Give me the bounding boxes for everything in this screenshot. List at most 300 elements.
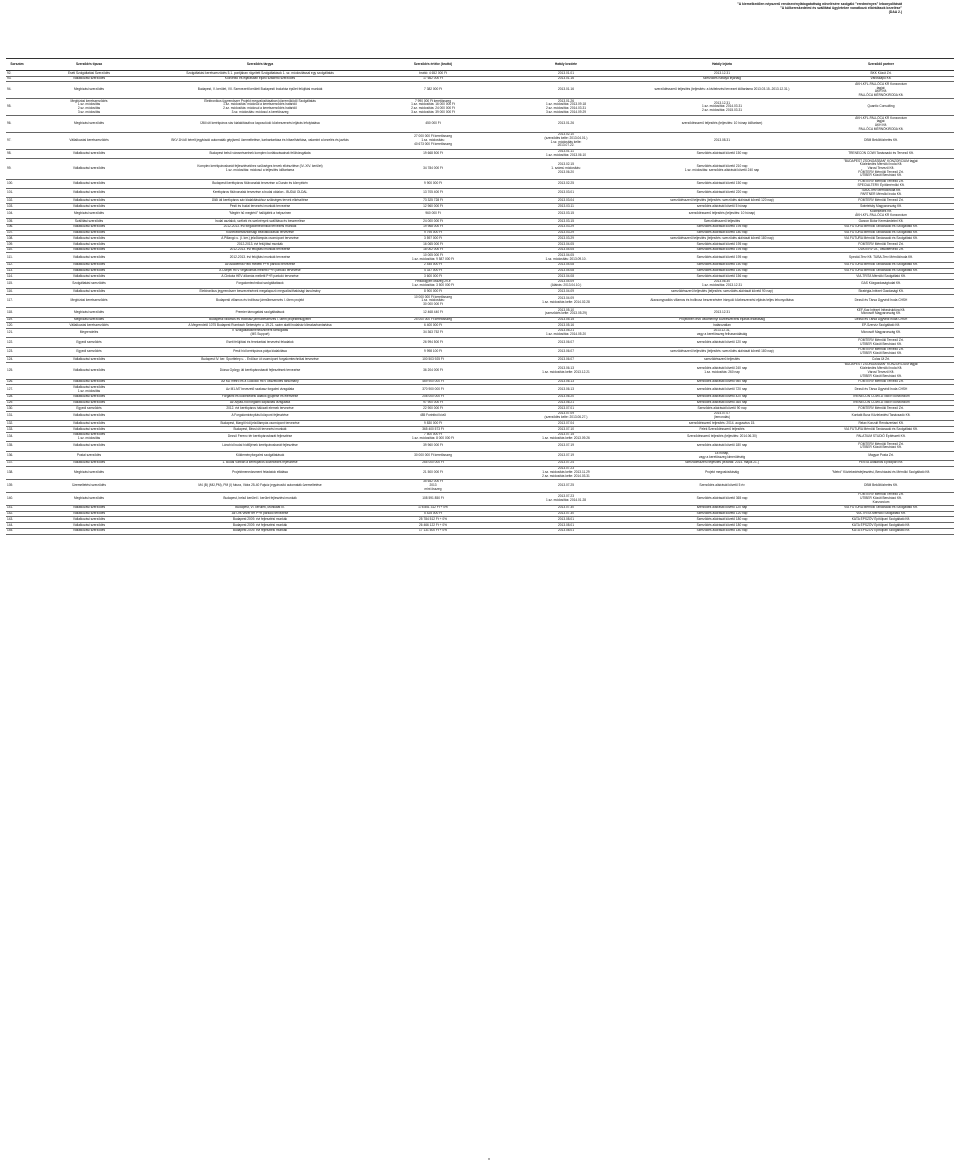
cell-end: Szerződés aláírását követő 195 nap [636,242,808,248]
cell-value: 960 000 Ft [370,209,496,218]
cell-partner: KÁTA ÉPSZÖV Építőipari Szolgáltató Kft. [808,523,954,529]
cell-end: szerződésszerű teljesítés (teljesítés: 10 hónap) [636,209,808,218]
table-row [6,82,954,99]
cell-subject: Pesti híd kerékpáros pálya kialakítása [150,347,370,356]
cell-partner: Dezső és Társa Ügyvédi Iroda CHSH [808,385,954,394]
cell-subject: Budapesti villamos és trolibusz járműbeszerzés I. ütem projekt [150,295,370,308]
cell-subject: Közlekedésbiztonsági beavatkozások tervezése [150,230,370,236]
cell-value: 100 503 925 Ft [370,357,496,363]
cell-partner: Speciál-Terv Kft. TUBA-Terv Mérnökiroda Kft. [808,253,954,262]
cell-value: 8 900 000 Ft [370,289,496,295]
cell-number: 108. [6,236,28,242]
cell-start: 2013.01.16 [496,82,636,99]
cell-start: 2013.08.01 [496,517,636,523]
cell-number: 131. [6,411,28,420]
cell-number: 114. [6,274,28,280]
cell-number: 126. [6,379,28,385]
cell-subject: 1. Budai Várban a kerékpáros közlekedés fejlesztése [150,460,370,466]
cell-start: 2013.04.08 [496,268,636,274]
header-line: (DAA 2.) [888,10,902,15]
cell-start: 2013.05.15 [496,317,636,323]
cell-start: 2013.05.10 (szerződés kelte: 2013.05.29) [496,308,636,317]
table-body [6,71,954,535]
cell-start: 2013.03.29 [496,236,636,242]
cell-type: Vállalkozási szerződés [28,224,150,230]
cell-partner: Colas Út Zrt. [808,357,954,363]
cell-partner: GAS Közgazdaságtudat Kft. [808,279,954,288]
cell-subject: Pesti és budai tervezési munkák tervezése [150,204,370,210]
cell-number: 99. [6,159,28,180]
cell-end: Szerződés aláírását követő 180 nap [636,517,808,523]
cell-partner: BKK Közút Zrt. [808,71,954,77]
cell-start: 2013.07.19 [496,451,636,460]
cell-subject: Budapest, Margit hídi jelzőlámpás csomópont tervezése [150,421,370,427]
cell-type: Üzemeltetési szerződés [28,479,150,492]
cell-subject: Szolgáltatási keretszerződés 5.1. pontjában rögzített Szolgáltatások 1. sz. módosítással egy szolgáltatás [150,71,370,77]
cell-end: szerződésszerű teljesítés (teljesítés: szerződés aláírását követő 180 nap) [636,347,808,356]
cell-partner: Kontakt Busz Közlekedési Tanácsadó Kft. [808,411,954,420]
cell-subject: Budapest belső városrészeinek komplex korlátozásainak felülvizsgálata [150,149,370,158]
cell-value: 17 131 500 Ft + 0% [370,528,496,534]
cell-type: Postai szerződés [28,451,150,460]
cell-type: Vállalkozási szerződés [28,505,150,511]
cell-partner: TRENECON COWI-UTIBER konzorcium [808,394,954,400]
cell-number: 106. [6,224,28,230]
cell-subject: A Csepel HÉV végállomás melletti P+R parkoló tervezése [150,268,370,274]
cell-value: 35 652 000 Ft 2013 mint összeg [370,479,496,492]
cell-subject: A Megrendelő 1075 Budapest Rumbach Sebestyén u. 19-21. szám alatti irodaház klímakarbantartása [150,323,370,329]
cell-type: Vállalkozási szerződés [28,411,150,420]
cell-start: 2013.04.05 [496,242,636,248]
cell-start: 2013.05.21 1.sz. módosítás: 2014.05.20 [496,328,636,337]
cell-value: 7 382 000 Ft [370,82,496,99]
cell-start: 2013.07.23 1.sz. módosítás: 2014.01.28 [496,492,636,505]
cell-number: 141. [6,505,28,511]
cell-value: 6 400 000 Ft [370,323,496,329]
cell-subject: Az Árpád-híd forgalmi kapacitás vizsgálata [150,400,370,406]
cell-number: 102. [6,198,28,204]
cell-number: 104. [6,209,28,218]
column-header-value: Szerződés értéke (bruttó) [370,59,496,71]
cell-value: 25 000 000 Ft keretösszeg [370,317,496,323]
cell-value: 10 000 000 Ft keretösszeg 1.sz. módosítás: 30 000 000 Ft [370,295,496,308]
cell-value: 178 851 312 Ft + 0% [370,505,496,511]
cell-subject: Elektronikus ügyrendszer Projekt megvalósításában közreműködő Szolgáltatás 1.sz. módosítás: módosul a keretszerződés határidő 2.sz. módosítás: módosul a keretszerződés határidő 3.sz. módosítás: módosul a keretösszeg [150,99,370,116]
cell-subject: Budapest, V. kerület, VII. Szervezett kerületi Budapesti Irodaház épület felújítási munkák [150,82,370,99]
cell-partner: DBM Beköltözhetés Kft. [808,132,954,149]
cell-end: szerződés aláírását követő 420 nap [636,394,808,400]
cell-type: Megbízási szerződés [28,116,150,133]
table-row [6,116,954,133]
cell-value: 9 795 000 Ft [370,230,496,236]
cell-number: 119. [6,317,28,323]
cell-start: 2013.07.09 (szerződés kelte: 2013.06.27.) [496,411,636,420]
cell-subject: Budapesti kerékpáros főútvonalak tervezése a Dunán és környékén [150,179,370,188]
cell-value: 370 900 000 Ft [370,385,496,394]
cell-number: 129. [6,400,28,406]
cell-value: bruttó: 4 652 000 Ft [370,71,496,77]
cell-subject: Elektronikus jegyrendszer beszerzésének megalapozó megvalósíthatósági tanulmány [150,289,370,295]
cell-type: Vállalkozási szerződés [28,179,150,188]
cell-start: 2013.04.05 [496,247,636,253]
cell-end: szerződés aláírását követő 365 nap [636,400,808,406]
cell-start: 2013.07.30 [496,511,636,517]
cell-number: 110. [6,247,28,253]
cell-value: 19 968 000 Ft [370,224,496,230]
cell-number: 136. [6,451,28,460]
cell-type: Vállalkozási szerződés [28,236,150,242]
cell-end: Szerződés aláírását követő 150 nap [636,262,808,268]
cell-partner: Magyar Posta Zrt. [808,451,954,460]
cell-number: 138. [6,466,28,479]
cell-value: 18 002 000 Ft [370,247,496,253]
cell-end: szerződésszerű teljesítés [636,357,808,363]
cell-subject: Üllői úti kerékpáros sáv kialakításához szükséges tervek elkészítése [150,198,370,204]
table-row [6,132,954,149]
cell-subject: Az M1-M7 bevezető szakasz forgalmi vizsgálata [150,385,370,394]
cell-start: 2013.01.26 [496,116,636,133]
cell-partner: Dezső és Társa Ügyvédi Iroda CHSH [808,295,954,308]
cell-partner: FŐMTERV Mérnöki Tervező Zrt. SPECIALTERV Építőmérnöki Kft. [808,179,954,188]
cell-end: 2013.12.31 [636,71,808,77]
cell-number: 118. [6,308,28,317]
cell-start: 2013.08.01 [496,528,636,534]
cell-end: szerződésszerű teljesítés (teljesítés: 10 hónap időtartam) [636,116,808,133]
cell-partner: Városkapu Kft. [808,76,954,82]
footer-mark: x [488,1156,490,1161]
cell-start: 2013.01.26 1.sz. módosítás: 2013.09.18 2.sz. módosítás: 2014.03.31 3.sz. módosítás: 2014.09.29 [496,99,636,116]
cell-partner: VIA FUTURA Mérnöki Tanácsadó és Szolgáltató Kft. [808,262,954,268]
cell-type: Megbízási szerződés [28,209,150,218]
cell-partner: ÁKH-KFL-PALLÓCA KR Konzorcium tagjai: ÁKH Kft. PALLÓCA MÉRNÖKIRODA Kft. [808,116,954,133]
table-row [6,159,954,180]
cell-value: 450 000 Ft [370,116,496,133]
cell-partner: KÁTA ÉPSZÖV Építőipari Szolgáltató Kft. [808,517,954,523]
cell-start: 2013.07.04 [496,421,636,427]
cell-start: 2013.02.15 1. számú módosítás: 2013.06.20 [496,159,636,180]
cell-end: Szerződés aláírását követő 150 nap [636,179,808,188]
cell-subject: Az M2 metró és a Gödöllői HÉV összekötés tanulmány [150,379,370,385]
cell-partner: VIA-TRITA Mérnöki Szolgáltató Kft. [808,274,954,280]
cell-subject: M4 (B) (MÜ,PM), PM (I) futura, Vidra 25-40 Fajsúz jegyárusító automaták üzemeltetése [150,479,370,492]
cell-end: Szerződés aláírását követő 210 nap 1.sz. módosítás: szerződés aláírását követő 240 nap [636,159,808,180]
column-header-type: Szerződés típusa [28,59,150,71]
cell-partner: "BUDAPEST ZSONGÁSBAN" KONZORCIUM tagjai: Közlekedés Mérnöki Iroda Kft. Városi Tervező Kft. FŐMTERV Mérnöki Tervező Zrt. UTIBER Közúti Beruházó Kft. [808,159,954,180]
cell-end: Felek Szerződésszerű teljesítés [636,427,808,433]
cell-start: 2013.07.30 [496,505,636,511]
cell-type: Vállalkozási keretszerződés [28,132,150,149]
cell-subject: BKV Zrt-től bérelt jegykiadó automaták gépjármű üzemeltetése, karbantartása és hibaelhárítása, valamint a kezelés és javítás [150,132,370,149]
cell-end: szerződésszerű teljesítés (teljesítés: a kivitelezési tervezet időtartama 2013.03.15.-2013.12.31.) [636,82,808,99]
cell-end: Szerződés aláírását követő 195 nap [636,247,808,253]
cell-type: Vállalkozási szerződés 1.sz. módosítás [28,385,150,394]
cell-type: Vállalkozási szerződés [28,262,150,268]
cell-subject: Forgalmi és közlekedési adatok gyűjtése és elemzése [150,394,370,400]
cell-type: Vállalkozási szerződés [28,198,150,204]
table-row [6,295,954,308]
cell-value: 13 705 400 Ft [370,188,496,197]
cell-number: 95. [6,99,28,116]
cell-subject: Forgalomtechnikai szolgáltatások [150,279,370,288]
cell-value: 9 830 000 Ft [370,421,496,427]
cell-type: Vállalkozási szerződés [28,427,150,433]
cell-type: Vállalkozási szerződés [28,149,150,158]
table-row [6,362,954,379]
cell-partner: TUBA-Terv Mérnökiroda Kft. PARTNER Mérnöki Iroda Kft. [808,188,954,197]
cell-number: 111. [6,253,28,262]
cell-subject: Budapest, VI. kerületi, Munkálat III. [150,505,370,511]
cell-type: Vállalkozási szerződés [28,204,150,210]
cell-start: 2013.07.23 1.sz. módosítás kelte: 2013.11.29 2.sz. módosítás kelte: 2014.03.31 [496,466,636,479]
cell-type: Vállalkozási szerződés [28,421,150,427]
cell-type: Vállalkozási szerződés [28,230,150,236]
cell-partner: FŐMTERV Mérnöki Tervező Zrt. UTIBER Közúti Beruházó Kft. [808,338,954,347]
cell-start: 2013.03.11 [496,204,636,210]
cell-subject: A Forgalomirányítási központ fejlesztése [150,411,370,420]
cell-type: Vállalkozási szerződés [28,394,150,400]
cell-start: 2013.06.20 [496,394,636,400]
cell-number: 134. [6,432,28,441]
cell-value: 34 784 000 Ft [370,159,496,180]
cell-partner: FŐMTERV Mérnöki Tervező Zrt. UTIBER Közúti Beruházó Kft. [808,347,954,356]
cell-value: 17 662 000 Ft [370,76,496,82]
cell-start: 2013.06.07 [496,357,636,363]
cell-end: Projektben lévő valamennyi közbeszerzési eljárás lezárásáig [636,317,808,323]
cell-partner: FŐMTERV Mérnöki Tervező Zrt. [808,198,954,204]
cell-number: 135. [6,442,28,451]
cell-subject: Az Akadémia Park melletti P+R parkoló tervezése [150,262,370,268]
cell-number: 127. [6,385,28,394]
cell-end: szerződés hatálya lejártáig [636,76,808,82]
cell-subject: "Megtér hű megtérő" hallójáték a helyszínen [150,209,370,218]
cell-start: 2013.03.29 [496,224,636,230]
cell-value: 10 005 000 Ft 1.sz. módosítás: 9 587 000 Ft [370,253,496,262]
cell-type: Egyedi szerződés [28,347,150,356]
table-row [6,338,954,347]
cell-value: 39 960 000 Ft [370,442,496,451]
cell-type: Vállalkozási szerződés [28,379,150,385]
cell-subject: Komplex kerékpárosbarát fejlesztésekhez szükséges tervek elkészítése (IV.-XIV. kerület) 1.sz. módosítás: módosul a teljesítés időtartama [150,159,370,180]
cell-subject: Lánchíd budai hídfőjének kerékpárosbarát fejlesztése [150,442,370,451]
cell-number: 140. [6,492,28,505]
table-row [6,492,954,505]
cell-start: 2013.07.10 [496,427,636,433]
document-header [482,2,902,15]
cell-subject: Eseti felújítási és fenntartási tervezési feladatok [150,338,370,347]
cell-start: 2013.04.08 [496,262,636,268]
cell-start: 2013.07.15 1.sz. módosítás kelte: 2013.09.26 [496,432,636,441]
cell-partner: TRENECON COWI-UTIBER konzorcium [808,400,954,406]
cell-subject: 2012-2013. évi felújítási munkák tervezése [150,247,370,253]
cell-type: Vállalkozási szerződés [28,268,150,274]
cell-end: Szerződés aláírását követő 180 nap [636,523,808,529]
cell-subject: Budapesti villamos és trolibusz járműbeszerzés I. ütem projektfelügyelet [150,317,370,323]
cell-type: Vállalkozási szerződés [28,460,150,466]
cell-subject: Közvetítő és eljárásban eljáró szakértő szerződés [150,76,370,82]
cell-start: 2013.07.01 [496,406,636,412]
cell-number: 125. [6,362,28,379]
cell-start: 2013.03.04 [496,198,636,204]
header-line: "A kiemelkedően népszerű rendezvénylátogatottság növelésére szolgáló "eredményes" lebonyolítását [737,2,902,6]
cell-type: Vállalkozási szerződés [28,528,150,534]
table-row [6,99,954,116]
cell-number: 101. [6,188,28,197]
cell-partner: FŐMTERV Mérnöki Tervező Zrt. [808,379,954,385]
cell-start: 2013.07.25 [496,479,636,492]
cell-subject: Budapest 2009. évi fejlesztési munkák [150,528,370,534]
cell-start: 2013.06.13 [496,379,636,385]
table-row [6,279,954,288]
cell-subject: Dózsa György úti kerékpárosbarát fejlesztések tervezése [150,362,370,379]
cell-subject: Budapest 2009. évi fejlesztési munkák [150,517,370,523]
cell-type: Vállalkozási szerződés [28,289,150,295]
contracts-table [6,58,954,535]
cell-partner: Garzon Bútor Kereskedelmi Kft. [808,219,954,225]
cell-end: szerződésszerű teljesítés: 2014. augusztus 15. [636,421,808,427]
cell-end: 18 hónap, vagy a keretösszeg kimerüléséig [636,451,808,460]
cell-start: 2013.03.15 [496,219,636,225]
cell-type: Megbízási szerződés [28,492,150,505]
cell-end: 2013.12.31 [636,308,808,317]
cell-type: Vállalkozási szerződés [28,517,150,523]
cell-number: 145. [6,528,28,534]
cell-start: 2013.06.07 [496,347,636,356]
cell-number: 97. [6,132,28,149]
cell-number: 113. [6,268,28,274]
cell-number: 107. [6,230,28,236]
cell-number: 143. [6,517,28,523]
cell-start: 2013.08.01 [496,523,636,529]
cell-value: 22 900 000 Ft [370,406,496,412]
cell-partner: VIA FUTURA Mérnöki Tanácsadó és Szolgáltató Kft. [808,505,954,511]
cell-start: 2013.03.15 [496,209,636,218]
cell-subject: Budapest, Bécsi úti tervezési munkák [150,427,370,433]
cell-partner: EP-Szervíz Szolgáltató Kft. [808,323,954,329]
cell-end: Szerződés aláírását követő 156 nap [636,274,808,280]
table-row [6,179,954,188]
cell-start: 2013.07.19 [496,442,636,451]
cell-partner: PALATIUM STUDIÓ Építészeti Kft. [808,432,954,441]
column-header-subject: Szerződés tárgya [150,59,370,71]
cell-end: szerződés aláírását követő 240 nap 1.sz. módosítás: 260 nap [636,362,808,379]
cell-start: 2013.02.25 [496,179,636,188]
cell-type: Vállalkozási szerződés [28,357,150,363]
cell-value: 9 998 100 Ft [370,347,496,356]
cell-value: 12 468 440 Ft [370,308,496,317]
table-row [6,253,954,262]
cell-end: szerződésszerű teljesítés (teljesítés: szerződés aláírását követő 120 nap) [636,198,808,204]
cell-subject: A Cinkota HÉV állomás melletti P+R parkoló tervezése [150,274,370,280]
cell-subject: Premier támogatási szolgáltatások [150,308,370,317]
cell-value: 73 325 728 Ft [370,198,496,204]
cell-type: Vállalkozási szerződés [28,253,150,262]
cell-number: 123. [6,347,28,356]
cell-partner: "Metró" Közlekedésfejlesztési, Beruházási és Mérnöki Szolgáltató Kft. [808,466,954,479]
cell-partner: Relax Konzult Rendszertani Kft. [808,421,954,427]
cell-end: Szerződés aláírását követő 150 nap [636,268,808,274]
column-header-partner: Szerződő partner [808,59,954,71]
cell-value: 12 960 000 Ft [370,204,496,210]
cell-subject: Az Örs Vezér tér P+R parkoló tervezése [150,511,370,517]
cell-start: 2013.04.09 (Aláírás: 2013.04.10.) [496,279,636,288]
cell-end: Szerződés aláírását követő 150 nap [636,149,808,158]
cell-type: Vállalkozási szerződés [28,274,150,280]
cell-value: 19 668 500 Ft [370,149,496,158]
cell-number: 130. [6,406,28,412]
table-row [6,149,954,158]
table-row [6,347,954,356]
cell-type: Megbízási szerződés [28,82,150,99]
cell-end: Szerződés aláírását követő 180 nap [636,528,808,534]
cell-value: 7 500 000 Ft 1.sz. módosítás: 8 000 000 Ft [370,432,496,441]
cell-end: Szerződés aláírását követő 220 nap [636,188,808,197]
cell-type: Szolgáltatási szerződés [28,279,150,288]
cell-subject: 2012-2013. évi felújítási munkák [150,242,370,248]
cell-value: 108 591 850 Ft [370,492,496,505]
table-row [6,385,954,394]
cell-number: 94. [6,82,28,99]
cell-number: 121. [6,328,28,337]
cell-type: Egyedi szerződés [28,406,150,412]
cell-number: 117. [6,295,28,308]
cell-number: 116. [6,289,28,295]
cell-subject: Budapest 2009. évi fejlesztési munkák [150,523,370,529]
cell-partner: Microsoft Magyarország Kft. [808,328,954,337]
cell-type: Vállalkozási szerződés [28,400,150,406]
cell-value: 36 204 000 Ft [370,362,496,379]
table-row [6,451,954,460]
cell-end: szerződésszerű teljesítés (lezárás: 2014. május 21.) [636,460,808,466]
cell-start: 2013.05.16 [496,323,636,329]
cell-number: 100. [6,179,28,188]
cell-type: Megbízási keretszerződés [28,295,150,308]
cell-number: 120. [6,323,28,329]
cell-type: Vállalkozási szerződés [28,76,150,82]
cell-type: Vállalkozási szerződés [28,242,150,248]
cell-partner: FŐMTERV Mérnöki Tervező Zrt. [808,406,954,412]
cell-type: Vállalkozási szerződés [28,523,150,529]
cell-value: 21 500 000 Ft [370,466,496,479]
cell-subject: 2012. évi kerékpáros hálózati elemek tervezése [150,406,370,412]
cell-subject: A Pillangó u. (I. ker.) jelzőlámpás csomópont tervezése [150,236,370,242]
cell-type: Eseti Szolgáltatási Szerződés [28,71,150,77]
cell-value: 265 000 000 Ft [370,460,496,466]
cell-number: 115. [6,279,28,288]
cell-start: 2013.01.01 [496,71,636,77]
cell-end: szerződés aláírását követő 5 hónap [636,204,808,210]
cell-end: 2013.08.31 [636,132,808,149]
cell-partner: Swietelsky Magyarország Kft. [808,204,954,210]
cell-number: 122. [6,338,28,347]
cell-number: 98. [6,149,28,158]
cell-end: 2013.12.31 1.sz. módosítás: 2014.03.31 2.sz. módosítás: 2015.03.31 [636,99,808,116]
cell-partner: VIA FUTURA Mérnöki Tanácsadó és Szolgáltató Kft. [808,230,954,236]
cell-subject: Budapest IV. ker. Sporttelep u. - Erdősor út csomópont forgalomtechnikai tervezése [150,357,370,363]
cell-value: 485 Forintból kívül [370,411,496,420]
cell-number: 142. [6,511,28,517]
cell-value: 30 000 000 Ft keretösszeg [370,451,496,460]
cell-number: 105. [6,219,28,225]
table-row [6,209,954,218]
cell-end: Szerződésszerű teljesítés (teljesítés: 2014.06.30) [636,432,808,441]
cell-value: 24 000 000 Ft [370,219,496,225]
cell-start: 2013.06.13 [496,385,636,394]
cell-subject: Dezső Ferenc tér kerékpárosbarát fejlesztése [150,432,370,441]
cell-partner: Quantic Consulting [808,99,954,116]
table-row [6,479,954,492]
cell-subject: IT szolgáltatásmenedzsment támogatás (MS Support) [150,328,370,337]
cell-end: Szerződés aláírását követő 180 nap [636,230,808,236]
